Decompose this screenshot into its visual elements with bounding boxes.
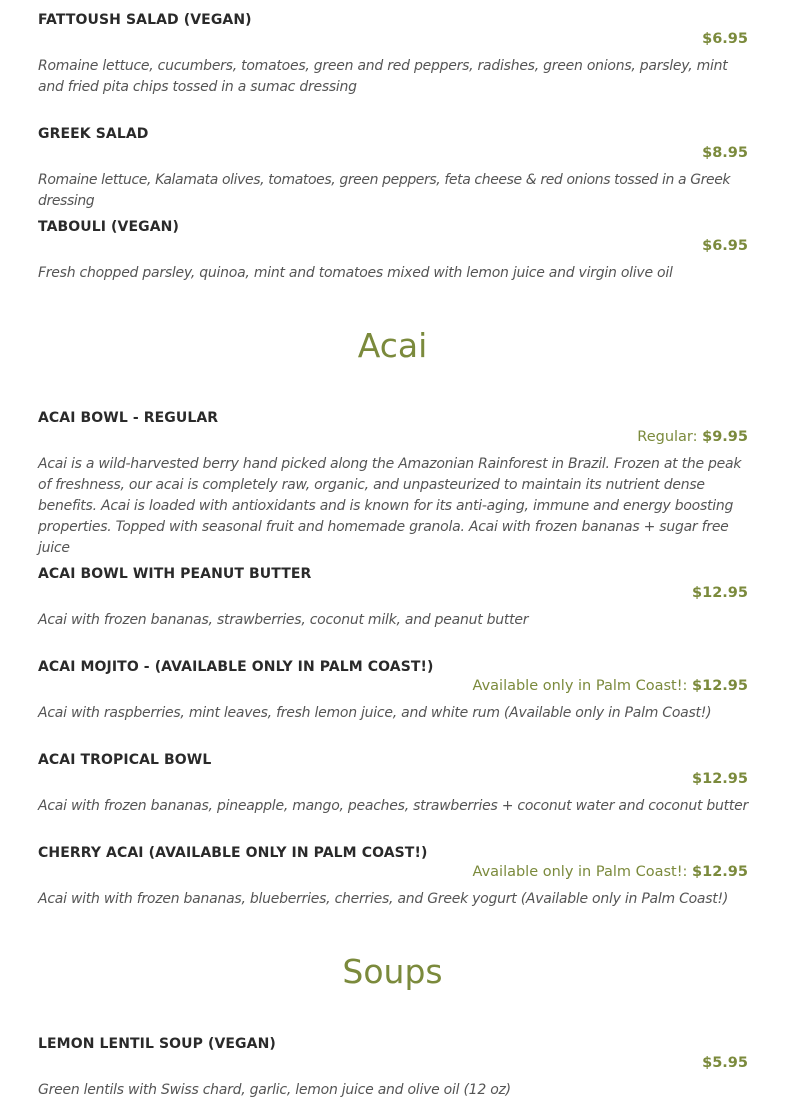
section-title-acai: Acai: [357, 326, 428, 365]
price-value: $12.95: [692, 585, 748, 601]
item-name: TABOULI (VEGAN): [38, 219, 179, 235]
item-name: LEMON LENTIL SOUP (VEGAN): [38, 1036, 276, 1052]
price-label: Regular:: [637, 429, 698, 445]
price-value: $9.95: [702, 429, 748, 445]
price-value: $5.95: [702, 1055, 748, 1071]
item-price: [692, 771, 748, 787]
item-name: ACAI TROPICAL BOWL: [38, 752, 212, 768]
item-description: Fresh chopped parsley, quinoa, mint and tomatoes mixed with lemon juice and virgin olive oil: [38, 265, 673, 281]
item-description: Acai with with frozen bananas, blueberries, cherries, and Greek yogurt (Available only in Palm Coast!): [38, 891, 729, 907]
item-name: ACAI MOJITO - (AVAILABLE ONLY IN PALM COAST!): [38, 659, 434, 675]
item-price: [692, 585, 748, 601]
item-description: Green lentils with Swiss chard, garlic, lemon juice and olive oil (12 oz): [38, 1082, 511, 1098]
item-name: GREEK SALAD: [38, 126, 149, 142]
price-label: Available only in Palm Coast!:: [472, 678, 688, 694]
price-label: Available only in Palm Coast!:: [472, 864, 688, 880]
item-description: Romaine lettuce, cucumbers, tomatoes, green and red peppers, radishes, green onions, parsley, mint and fried pita chips tossed in a sumac dressing: [38, 58, 728, 95]
item-name: ACAI BOWL - REGULAR: [38, 410, 219, 426]
item-description: Acai with raspberries, mint leaves, fresh lemon juice, and white rum (Available only in Palm Coast!): [38, 705, 712, 721]
item-description: Acai with frozen bananas, strawberries, coconut milk, and peanut butter: [38, 612, 529, 628]
price-value: $12.95: [692, 771, 748, 787]
price-value: $6.95: [702, 238, 748, 254]
item-description: Acai with frozen bananas, pineapple, mango, peaches, strawberries + coconut water and coconut butter: [38, 798, 749, 814]
section-title-soups: Soups: [342, 952, 443, 991]
price-value: $12.95: [692, 678, 748, 694]
item-price: [637, 429, 748, 445]
item-description: Acai is a wild-harvested berry hand picked along the Amazonian Rainforest in Brazil. Frozen at the peak of freshness, our acai is completely raw, organic, and unpasteurized to maintain its nutrient dense benefits. Acai is loaded with antioxidants and is known for its anti-aging, immune and energy boosting properties. Topped with seasonal fruit and homemade granola. Acai with frozen bananas + sugar free juice: [38, 456, 742, 556]
item-description: Romaine lettuce, Kalamata olives, tomatoes, green peppers, feta cheese & red onions tossed in a Greek dressing: [38, 172, 731, 209]
price-value: $12.95: [692, 864, 748, 880]
item-price: [702, 238, 748, 254]
item-price: [702, 1055, 748, 1071]
item-name: ACAI BOWL WITH PEANUT BUTTER: [38, 566, 312, 582]
item-name: CHERRY ACAI (AVAILABLE ONLY IN PALM COAST!): [38, 845, 428, 861]
item-price: [702, 145, 748, 161]
price-value: $8.95: [702, 145, 748, 161]
item-price: [473, 678, 749, 694]
item-price: [702, 31, 748, 47]
item-name: FATTOUSH SALAD (VEGAN): [38, 12, 252, 28]
price-value: $6.95: [702, 31, 748, 47]
item-price: [473, 864, 749, 880]
